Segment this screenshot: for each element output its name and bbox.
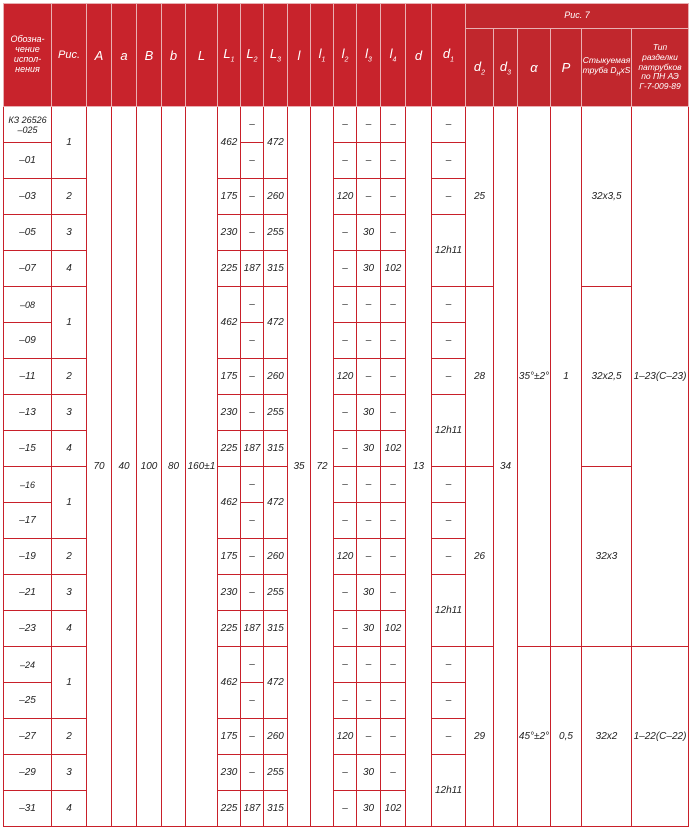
L2-cell: –	[241, 467, 264, 503]
l4-cell: –	[381, 323, 406, 359]
designation-cell: –16	[4, 467, 52, 503]
col-l-header: l	[288, 4, 311, 107]
col-designation-header: Обозна- чение испол- нения	[4, 4, 52, 107]
l3-cell: –	[357, 359, 381, 395]
l3-cell: –	[357, 683, 381, 719]
designation-cell: –03	[4, 179, 52, 215]
designation-cell: –07	[4, 251, 52, 287]
common-d-cell: 13	[406, 107, 432, 827]
pipe-cell: 32x2,5	[582, 287, 632, 467]
L2-cell: –	[241, 683, 264, 719]
designation-cell: –05	[4, 215, 52, 251]
L1-cell: 230	[218, 575, 241, 611]
d1-cell: –	[432, 359, 466, 395]
l3-cell: –	[357, 179, 381, 215]
d2-cell: 25	[466, 107, 494, 287]
col-L3-header: $L_3$	[264, 4, 288, 107]
d1-cell: –	[432, 719, 466, 755]
l3-cell: –	[357, 287, 381, 323]
common-L-cell: 160±1	[186, 107, 218, 827]
col-A-header: A	[87, 4, 112, 107]
col-d3-header: $d_3$	[494, 29, 518, 107]
fig-cell: 2	[52, 539, 87, 575]
L1-cell: 462	[218, 107, 241, 179]
designation-cell: –27	[4, 719, 52, 755]
L2-cell: 187	[241, 791, 264, 827]
L2-cell: –	[241, 539, 264, 575]
pipe-cell: 32x3	[582, 467, 632, 647]
l4-cell: –	[381, 503, 406, 539]
table-header	[4, 4, 689, 107]
L2-cell: 187	[241, 431, 264, 467]
L3-cell: 260	[264, 359, 288, 395]
designation-cell: –25	[4, 683, 52, 719]
designation-cell: –09	[4, 323, 52, 359]
l2-cell: –	[334, 323, 357, 359]
P-cell: 1	[551, 107, 582, 647]
col-d-header: d	[406, 4, 432, 107]
L3-cell: 255	[264, 395, 288, 431]
l3-cell: 30	[357, 791, 381, 827]
l3-cell: 30	[357, 395, 381, 431]
designation-cell: –31	[4, 791, 52, 827]
L1-cell: 225	[218, 251, 241, 287]
l2-cell: –	[334, 683, 357, 719]
col-l4-header: $l_4$	[381, 4, 406, 107]
l4-cell: 102	[381, 431, 406, 467]
L3-cell: 315	[264, 611, 288, 647]
L1-cell: 225	[218, 431, 241, 467]
fig-cell: 1	[52, 107, 87, 179]
type-cell: 1–22(С–22)	[632, 647, 689, 827]
L2-cell: –	[241, 179, 264, 215]
l2-cell: 120	[334, 539, 357, 575]
col-pipe-header: Стыкуемая труба $D_нxS$	[582, 29, 632, 107]
L1-cell: 175	[218, 539, 241, 575]
alpha-cell: 35°±2°	[518, 107, 551, 647]
common-d3-cell: 34	[494, 107, 518, 827]
fig-cell: 4	[52, 791, 87, 827]
L1-cell: 230	[218, 395, 241, 431]
col-a-header: a	[112, 4, 137, 107]
l4-cell: –	[381, 755, 406, 791]
l4-cell: –	[381, 395, 406, 431]
l2-cell: –	[334, 395, 357, 431]
l3-cell: 30	[357, 575, 381, 611]
col-L-header: L	[186, 4, 218, 107]
d1-cell: –	[432, 143, 466, 179]
pipe-cell: 32x3,5	[582, 107, 632, 287]
fig-cell: 1	[52, 287, 87, 359]
l4-cell: –	[381, 719, 406, 755]
col-l1-header: $l_1$	[311, 4, 334, 107]
l2-cell: 120	[334, 179, 357, 215]
L1-cell: 225	[218, 611, 241, 647]
l4-cell: –	[381, 359, 406, 395]
col-fig-header: Рис.	[52, 4, 87, 107]
L2-cell: –	[241, 575, 264, 611]
d1-cell: –	[432, 503, 466, 539]
col-d1-header: $d_1$	[432, 4, 466, 107]
l4-cell: –	[381, 575, 406, 611]
l4-cell: –	[381, 215, 406, 251]
common-B-cell: 100	[137, 107, 162, 827]
l2-cell: –	[334, 755, 357, 791]
d1-merged-cell: 12h11	[432, 215, 466, 287]
designation-cell: –11	[4, 359, 52, 395]
designation-cell: –29	[4, 755, 52, 791]
L2-cell: –	[241, 143, 264, 179]
l2-cell: –	[334, 287, 357, 323]
designation-cell: –24	[4, 647, 52, 683]
l2-cell: –	[334, 251, 357, 287]
l2-cell: 120	[334, 719, 357, 755]
l3-cell: –	[357, 143, 381, 179]
l3-cell: 30	[357, 215, 381, 251]
L3-cell: 255	[264, 215, 288, 251]
L1-cell: 230	[218, 755, 241, 791]
l3-cell: –	[357, 467, 381, 503]
L3-cell: 315	[264, 251, 288, 287]
common-l1-cell: 72	[311, 107, 334, 827]
fig-cell: 3	[52, 215, 87, 251]
l2-cell: –	[334, 647, 357, 683]
fig-cell: 1	[52, 647, 87, 719]
fig-cell: 3	[52, 755, 87, 791]
d1-cell: –	[432, 539, 466, 575]
fig-cell: 3	[52, 395, 87, 431]
L2-cell: –	[241, 323, 264, 359]
d1-merged-cell: 12h11	[432, 755, 466, 827]
L3-cell: 472	[264, 647, 288, 719]
L3-cell: 260	[264, 719, 288, 755]
l3-cell: 30	[357, 431, 381, 467]
d1-cell: –	[432, 647, 466, 683]
fig7-header: Рис. 7	[466, 4, 689, 29]
designation-cell: –23	[4, 611, 52, 647]
L3-cell: 260	[264, 179, 288, 215]
L3-cell: 255	[264, 575, 288, 611]
L3-cell: 260	[264, 539, 288, 575]
designation-cell: КЗ 26526 –025	[4, 107, 52, 143]
L2-cell: 187	[241, 611, 264, 647]
designation-cell: –15	[4, 431, 52, 467]
l2-cell: –	[334, 503, 357, 539]
fig-cell: 4	[52, 431, 87, 467]
L1-cell: 175	[218, 179, 241, 215]
L2-cell: –	[241, 215, 264, 251]
l2-cell: –	[334, 215, 357, 251]
common-a-cell: 40	[112, 107, 137, 827]
L3-cell: 472	[264, 287, 288, 359]
l2-cell: –	[334, 431, 357, 467]
l3-cell: –	[357, 539, 381, 575]
l4-cell: –	[381, 647, 406, 683]
l4-cell: –	[381, 539, 406, 575]
L1-cell: 462	[218, 647, 241, 719]
designation-cell: –01	[4, 143, 52, 179]
l2-cell: –	[334, 107, 357, 143]
fig-cell: 2	[52, 179, 87, 215]
l2-cell: –	[334, 143, 357, 179]
designation-cell: –13	[4, 395, 52, 431]
d1-cell: –	[432, 683, 466, 719]
L1-cell: 230	[218, 215, 241, 251]
fig-cell: 4	[52, 251, 87, 287]
d1-merged-cell: 12h11	[432, 575, 466, 647]
pipe-cell: 32x2	[582, 647, 632, 827]
l2-cell: 120	[334, 359, 357, 395]
col-P-header: P	[551, 29, 582, 107]
col-L2-header: $L_2$	[241, 4, 264, 107]
L2-cell: –	[241, 287, 264, 323]
L2-cell: –	[241, 719, 264, 755]
L1-cell: 462	[218, 287, 241, 359]
L1-cell: 175	[218, 359, 241, 395]
d1-merged-cell: 12h11	[432, 395, 466, 467]
l4-cell: –	[381, 107, 406, 143]
l3-cell: –	[357, 323, 381, 359]
L2-cell: –	[241, 755, 264, 791]
alpha-cell: 45°±2°	[518, 647, 551, 827]
d1-cell: –	[432, 179, 466, 215]
l3-cell: –	[357, 503, 381, 539]
l4-cell: 102	[381, 611, 406, 647]
L2-cell: –	[241, 107, 264, 143]
L1-cell: 462	[218, 467, 241, 539]
L1-cell: 225	[218, 791, 241, 827]
col-L1-header: $L_1$	[218, 4, 241, 107]
L2-cell: –	[241, 359, 264, 395]
L2-cell: –	[241, 647, 264, 683]
l4-cell: –	[381, 683, 406, 719]
fig-cell: 2	[52, 359, 87, 395]
designation-cell: –17	[4, 503, 52, 539]
designation-cell: –19	[4, 539, 52, 575]
l4-cell: 102	[381, 251, 406, 287]
L2-cell: –	[241, 503, 264, 539]
col-b-header: b	[162, 4, 186, 107]
L1-cell: 175	[218, 719, 241, 755]
d1-cell: –	[432, 467, 466, 503]
table-body	[4, 107, 689, 827]
L2-cell: 187	[241, 251, 264, 287]
table-row	[4, 107, 689, 143]
col-l2-header: $l_2$	[334, 4, 357, 107]
l4-cell: 102	[381, 791, 406, 827]
P-cell: 0,5	[551, 647, 582, 827]
designation-cell: –08	[4, 287, 52, 323]
l3-cell: –	[357, 647, 381, 683]
L3-cell: 255	[264, 755, 288, 791]
fig-cell: 2	[52, 719, 87, 755]
common-A-cell: 70	[87, 107, 112, 827]
l4-cell: –	[381, 287, 406, 323]
common-l-cell: 35	[288, 107, 311, 827]
d2-cell: 28	[466, 287, 494, 467]
L2-cell: –	[241, 395, 264, 431]
common-b-cell: 80	[162, 107, 186, 827]
l3-cell: –	[357, 107, 381, 143]
col-type-header: Тип разделки патрубков по ПН АЭ Г-7-009-89	[632, 29, 689, 107]
l4-cell: –	[381, 179, 406, 215]
type-cell: 1–23(С–23)	[632, 107, 689, 647]
designation-cell: –21	[4, 575, 52, 611]
l3-cell: –	[357, 719, 381, 755]
l2-cell: –	[334, 467, 357, 503]
d1-cell: –	[432, 287, 466, 323]
L3-cell: 315	[264, 791, 288, 827]
d1-cell: –	[432, 323, 466, 359]
l4-cell: –	[381, 467, 406, 503]
d1-cell: –	[432, 107, 466, 143]
spec-table	[3, 3, 689, 827]
l4-cell: –	[381, 143, 406, 179]
col-d2-header: $d_2$	[466, 29, 494, 107]
col-B-header: B	[137, 4, 162, 107]
fig-cell: 3	[52, 575, 87, 611]
l3-cell: 30	[357, 251, 381, 287]
L3-cell: 315	[264, 431, 288, 467]
l3-cell: 30	[357, 755, 381, 791]
l2-cell: –	[334, 791, 357, 827]
l2-cell: –	[334, 575, 357, 611]
l2-cell: –	[334, 611, 357, 647]
col-l3-header: $l_3$	[357, 4, 381, 107]
fig-cell: 4	[52, 611, 87, 647]
L3-cell: 472	[264, 467, 288, 539]
d2-cell: 29	[466, 647, 494, 827]
fig-cell: 1	[52, 467, 87, 539]
l3-cell: 30	[357, 611, 381, 647]
col-alpha-header: α	[518, 29, 551, 107]
L3-cell: 472	[264, 107, 288, 179]
d2-cell: 26	[466, 467, 494, 647]
